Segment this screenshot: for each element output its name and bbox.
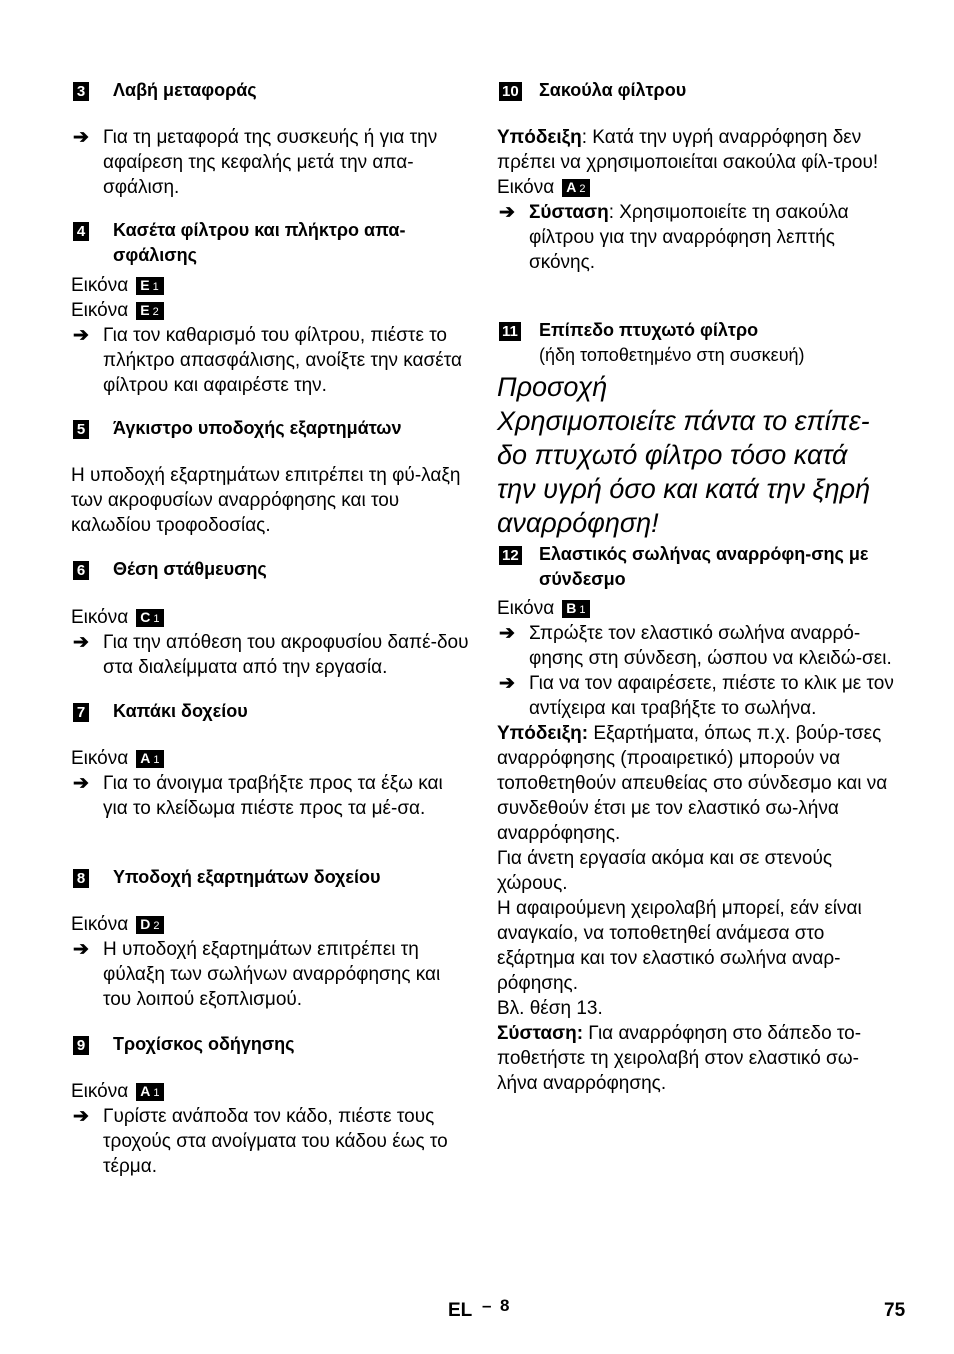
figure-label: Εικόνα <box>497 177 555 198</box>
section-subtitle: (ήδη τοποθετημένο στη συσκευή) <box>539 345 805 365</box>
note-label: Υπόδειξη <box>497 127 582 148</box>
note-label: Υπόδειξη: <box>497 723 589 744</box>
recommendation-label: Σύσταση <box>529 202 609 223</box>
figure-tag: A 1 <box>136 1083 164 1101</box>
section-12 <box>497 542 897 592</box>
section-number: 8 <box>73 869 89 888</box>
section-7 <box>71 699 471 724</box>
figure-ref <box>71 1079 471 1179</box>
section-title: Σακούλα φίλτρου <box>539 80 687 100</box>
section-10 <box>497 78 897 103</box>
section-title: Άγκιστρο υποδοχής εξαρτημάτων <box>113 418 402 438</box>
figure-tag: E 1 <box>136 277 163 295</box>
section-number: 6 <box>73 561 89 580</box>
figure-tag: D 2 <box>136 916 164 934</box>
recommendation-text: : Χρησιμοποιείτε τη σακούλα φίλτρου για την αναρρόφηση λεπτής σκόνης. <box>529 202 849 273</box>
bullet-text: Η υποδοχή εξαρτημάτων επιτρέπει τη φύλαξη των σωλήνων αναρρόφησης και του λοιπού εξοπλισμού. <box>103 939 441 1010</box>
bullet <box>71 125 471 200</box>
section-6 <box>71 557 471 582</box>
section-heading <box>71 699 471 724</box>
section-number: 10 <box>499 82 522 101</box>
paragraph: Για άνετη εργασία ακόμα και σε στενούς χώρους. <box>497 848 832 894</box>
section-heading <box>71 1032 471 1057</box>
section-12-body <box>497 596 897 1096</box>
section-number: 4 <box>73 222 89 241</box>
arrow-icon: ➔ <box>73 1106 89 1127</box>
figure-tag: A 2 <box>562 179 590 197</box>
bullet-text: Για να τον αφαιρέσετε, πιέστε το κλικ με τον αντίχειρα και τραβήξτε το σωλήνα. <box>529 673 894 719</box>
section-number: 5 <box>73 420 89 439</box>
arrow-icon: ➔ <box>73 632 89 653</box>
section-title: Επίπεδο πτυχωτό φίλτρο <box>539 320 759 340</box>
note <box>497 125 897 275</box>
bullet-text: Για την απόθεση του ακροφυσίου δαπέ-δου στα διαλείμματα από την εργασία. <box>103 632 469 678</box>
warning-title: Προσοχή <box>497 372 608 402</box>
section-heading <box>71 218 471 268</box>
section-heading <box>71 865 471 890</box>
section-title: Τροχίσκος οδήγησης <box>113 1034 295 1054</box>
section-heading <box>71 416 471 441</box>
section-number: 7 <box>73 703 89 722</box>
section-title: Θέση στάθμευσης <box>113 559 267 579</box>
footer-dash: – <box>482 1296 492 1315</box>
section-number: 12 <box>499 546 522 565</box>
arrow-icon: ➔ <box>73 325 89 346</box>
figure-ref <box>71 273 471 398</box>
section-number: 3 <box>73 82 89 101</box>
section-heading <box>71 78 471 103</box>
figure-label: Εικόνα <box>71 914 129 935</box>
figure-label: Εικόνα <box>71 607 129 628</box>
section-heading <box>497 78 897 103</box>
recommendation-label: Σύσταση: <box>497 1023 584 1044</box>
section-title: Καπάκι δοχείου <box>113 701 248 721</box>
arrow-icon: ➔ <box>73 939 89 960</box>
figure-tag: B 1 <box>562 600 590 618</box>
footer-section-page: 8 <box>500 1296 510 1315</box>
arrow-icon: ➔ <box>499 202 515 223</box>
figure-label: Εικόνα <box>71 748 129 769</box>
section-9 <box>71 1032 471 1057</box>
section-heading <box>497 542 897 592</box>
figure-label: Εικόνα <box>71 1081 129 1102</box>
section-number: 11 <box>499 322 521 341</box>
bullet-text: Για τον καθαρισμό του φίλτρου, πιέστε το πλήκτρο απασφάλισης, ανοίξτε την κασέτα φίλτρου και αφαιρέστε την. <box>103 325 462 396</box>
section-8 <box>71 865 471 890</box>
section-heading <box>497 318 897 368</box>
arrow-icon: ➔ <box>499 673 515 694</box>
figure-label: Εικόνα <box>71 275 129 296</box>
arrow-icon: ➔ <box>73 773 89 794</box>
section-3 <box>71 78 471 103</box>
bullet-text: Για το άνοιγμα τραβήξτε προς τα έξω και για το κλείδωμα πιέστε προς τα μέ-σα. <box>103 773 443 819</box>
section-heading <box>71 557 471 582</box>
figure-ref <box>71 605 471 680</box>
arrow-icon: ➔ <box>499 623 515 644</box>
warning-text: Χρησιμοποιείτε πάντα το επίπε-δο πτυχωτό φίλτρο τόσο κατά την υγρή όσο και κατά την ξηρή αναρρόφηση! <box>497 406 871 538</box>
figure-label: Εικόνα <box>497 598 555 619</box>
footer-lang: EL <box>448 1300 473 1321</box>
section-5 <box>71 416 471 441</box>
note-text: Εξαρτήματα, όπως π.χ. βούρ-τσες αναρρόφησης (προαιρετικό) μπορούν να τοποθετηθούν απευθείας στο σύνδεσμο και να συνδεθούν έτσι με τον ελαστικό σω-λήνα αναρρόφησης. <box>497 723 888 844</box>
figure-tag: C 1 <box>136 609 164 627</box>
section-number: 9 <box>73 1036 89 1055</box>
paragraph: Η αφαιρούμενη χειρολαβή μπορεί, εάν είναι αναγκαίο, να τοποθετηθεί ανάμεσα στο εξάρτημα και τον ελαστικό σωλήνα αναρ-ρόφησης. <box>497 898 862 994</box>
figure-ref <box>71 912 471 1012</box>
paragraph: Η υποδοχή εξαρτημάτων επιτρέπει τη φύ-λαξη των ακροφυσίων αναρρόφησης και του καλωδίου τροφοδοσίας. <box>71 465 461 536</box>
section-title: Λαβή μεταφοράς <box>113 80 257 100</box>
figure-ref <box>71 746 471 821</box>
page-number: 75 <box>884 1300 906 1321</box>
paragraph: Βλ. θέση 13. <box>497 998 603 1019</box>
section-title: Ελαστικός σωλήνας αναρρόφη-σης με σύνδεσμο <box>539 544 869 589</box>
arrow-icon: ➔ <box>73 127 89 148</box>
section-title: Κασέτα φίλτρου και πλήκτρο απα-σφάλισης <box>113 220 406 265</box>
bullet-text: Σπρώξτε τον ελαστικό σωλήνα αναρρό-φησης στη σύνδεση, ώσπου να κλειδώ-σει. <box>529 623 892 669</box>
bullet-text: Για τη μεταφορά της συσκευής ή για την αφαίρεση της κεφαλής μετά την απα-σφάλιση. <box>103 127 438 198</box>
bullet-text: Γυρίστε ανάποδα τον κάδο, πιέστε τους τροχούς στα ανοίγματα του κάδου έως το τέρμα. <box>103 1106 448 1177</box>
note-text: : Κατά την υγρή αναρρόφηση δεν πρέπει να χρησιμοποιείται σακούλα φίλ-τρου! <box>497 127 879 173</box>
figure-tag: A 1 <box>136 750 164 768</box>
section-11 <box>497 318 897 368</box>
section-4 <box>71 218 471 268</box>
warning <box>497 370 887 540</box>
figure-tag: E 2 <box>136 302 163 320</box>
recommendation-text: Για αναρρόφηση στο δάπεδο το-ποθετήστε τη χειρολαβή στον ελαστικό σω-λήνα αναρρόφησης. <box>497 1023 862 1094</box>
figure-label: Εικόνα <box>71 300 129 321</box>
section-title: Υποδοχή εξαρτημάτων δοχείου <box>113 867 381 887</box>
